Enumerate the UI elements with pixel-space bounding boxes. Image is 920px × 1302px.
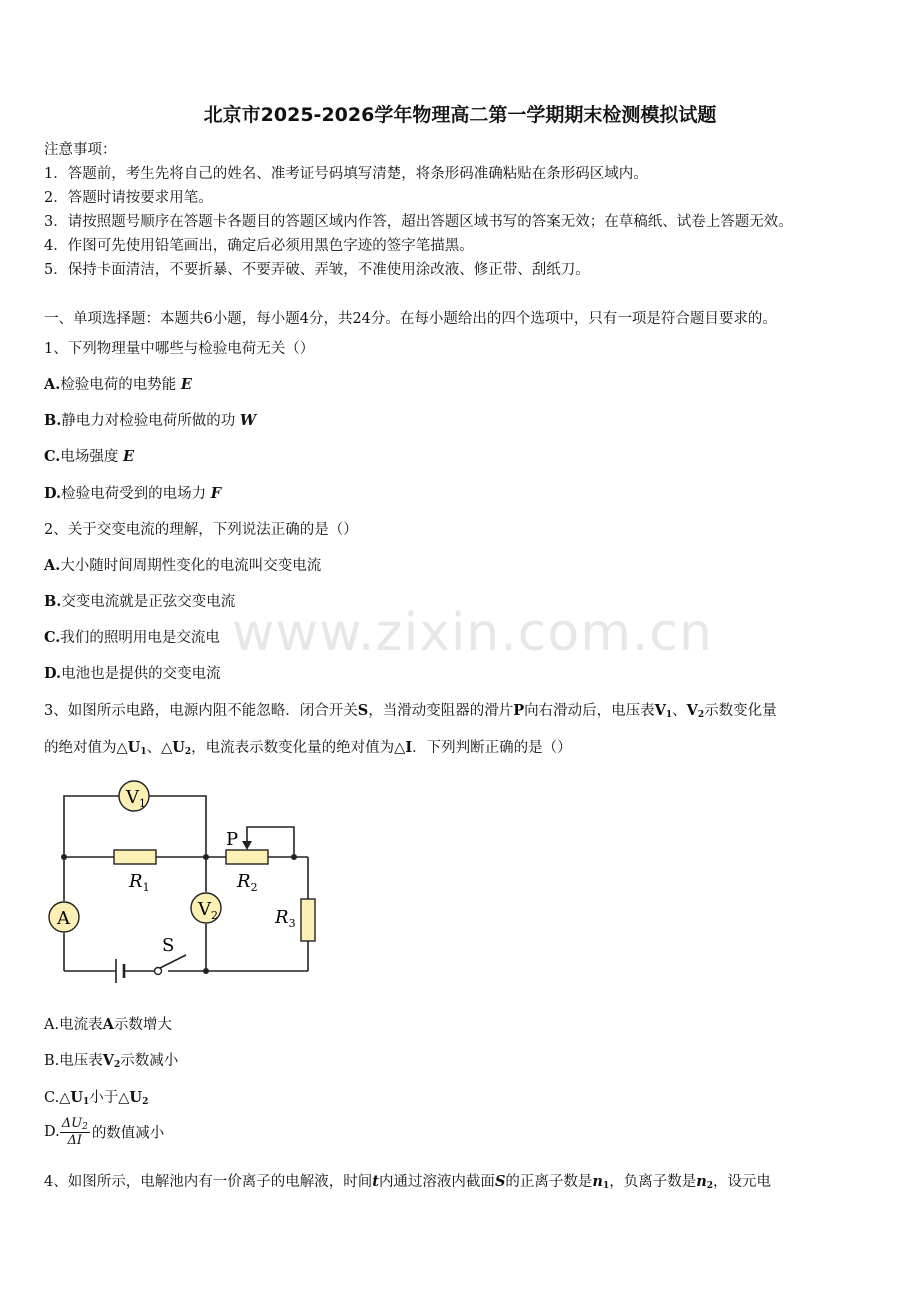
v2-label: $V_2$ [198, 899, 218, 922]
q1-stem: 1、下列物理量中哪些与检验电荷无关（） [44, 341, 315, 357]
resistor-r3 [301, 899, 315, 941]
q2-option-b: B.交变电流就是正弦交变电流 [44, 593, 236, 610]
switch-contact [155, 968, 162, 975]
section-heading: 一、单项选择题：本题共6小题，每小题4分，共24分。在每小题给出的四个选项中，只有一项是符合题目要求的。 [44, 311, 777, 327]
q1-option-d: D.检验电荷受到的电场力 F [44, 485, 222, 502]
resistor-r2 [226, 850, 268, 864]
note-item: 3．请按照题号顺序在答题卡各题目的答题区域内作答，超出答题区域书写的答案无效；在草稿纸、试卷上答题无效。 [44, 214, 793, 230]
page-title: 北京市2025-2026学年物理高二第一学期期末检测模拟试题 [203, 104, 717, 126]
q1-option-b: B.静电力对检验电荷所做的功 W [44, 412, 257, 429]
q3-option-c: $C.\triangle U_1$小于$\triangle U_2$ [44, 1089, 149, 1107]
q2-stem: 2、关于交变电流的理解，下列说法正确的是（） [44, 522, 358, 538]
ammeter-label: A [57, 908, 70, 929]
note-item: 2．答题时请按要求用笔。 [44, 190, 213, 206]
note-item: 4．作图可先使用铅笔画出，确定后必须用黑色字迹的签字笔描黑。 [44, 238, 474, 254]
q2-option-c: C.我们的照明用电是交流电 [44, 629, 220, 646]
q2-option-a: A.大小随时间周期性变化的电流叫交变电流 [44, 557, 322, 574]
q3-option-d: D. $\frac{\Delta U_2}{\Delta I}$ 的数值减小 [44, 1116, 165, 1148]
switch-s-label: S [162, 935, 175, 956]
watermark: www.zixin.com.cn [232, 603, 713, 663]
junction-dot [291, 854, 297, 860]
q2-option-d: D.电池也是提供的交变电流 [44, 665, 221, 682]
r3-label: $R_3$ [275, 907, 296, 930]
note-item: 1．答题前，考生先将自己的姓名、准考证号码填写清楚，将条形码准确粘贴在条形码区域内。 [44, 166, 648, 182]
q3-option-a: A.电流表A示数增大 [44, 1016, 172, 1033]
notes-heading: 注意事项： [44, 142, 117, 158]
slider-arrow [242, 841, 252, 850]
junction-dot [203, 968, 209, 974]
q1-option-a: A.检验电荷的电势能 E [44, 376, 192, 393]
fraction: $\frac{\Delta U_2}{\Delta I}$ [61, 1116, 88, 1148]
junction-dot [61, 854, 67, 860]
r1-label: $R_1$ [129, 871, 150, 894]
junction-dot [203, 854, 209, 860]
q3-stem-line1: 3、如图所示电路，电源内阻不能忽略．闭合开关S，当滑动变阻器的滑片P向右滑动后，电压表$V_1$、$V_2$示数变化量 [44, 702, 777, 720]
r2-label: $R_2$ [237, 871, 258, 894]
circuit-diagram [40, 775, 340, 995]
q4-stem: 4、如图所示，电解池内有一价离子的电解液，时间t内通过溶液内截面S的正离子数是$n_1$，负离子数是$n_2$，设元电 [44, 1173, 772, 1191]
q3-option-b: B.电压表$V_2$示数减小 [44, 1052, 179, 1070]
slider-p-label: P [226, 829, 239, 850]
q3-stem-line2: 的绝对值为$\triangle U_1$、$\triangle U_2$，电流表示数变化量的绝对值为△I．下列判断正确的是（） [44, 739, 572, 757]
q1-option-c: C.电场强度 E [44, 448, 135, 465]
note-item: 5．保持卡面清洁，不要折暴、不要弄破、弄皱，不准使用涂改液、修正带、刮纸刀。 [44, 262, 590, 278]
resistor-r1 [114, 850, 156, 864]
v1-label: $V_1$ [126, 787, 146, 810]
